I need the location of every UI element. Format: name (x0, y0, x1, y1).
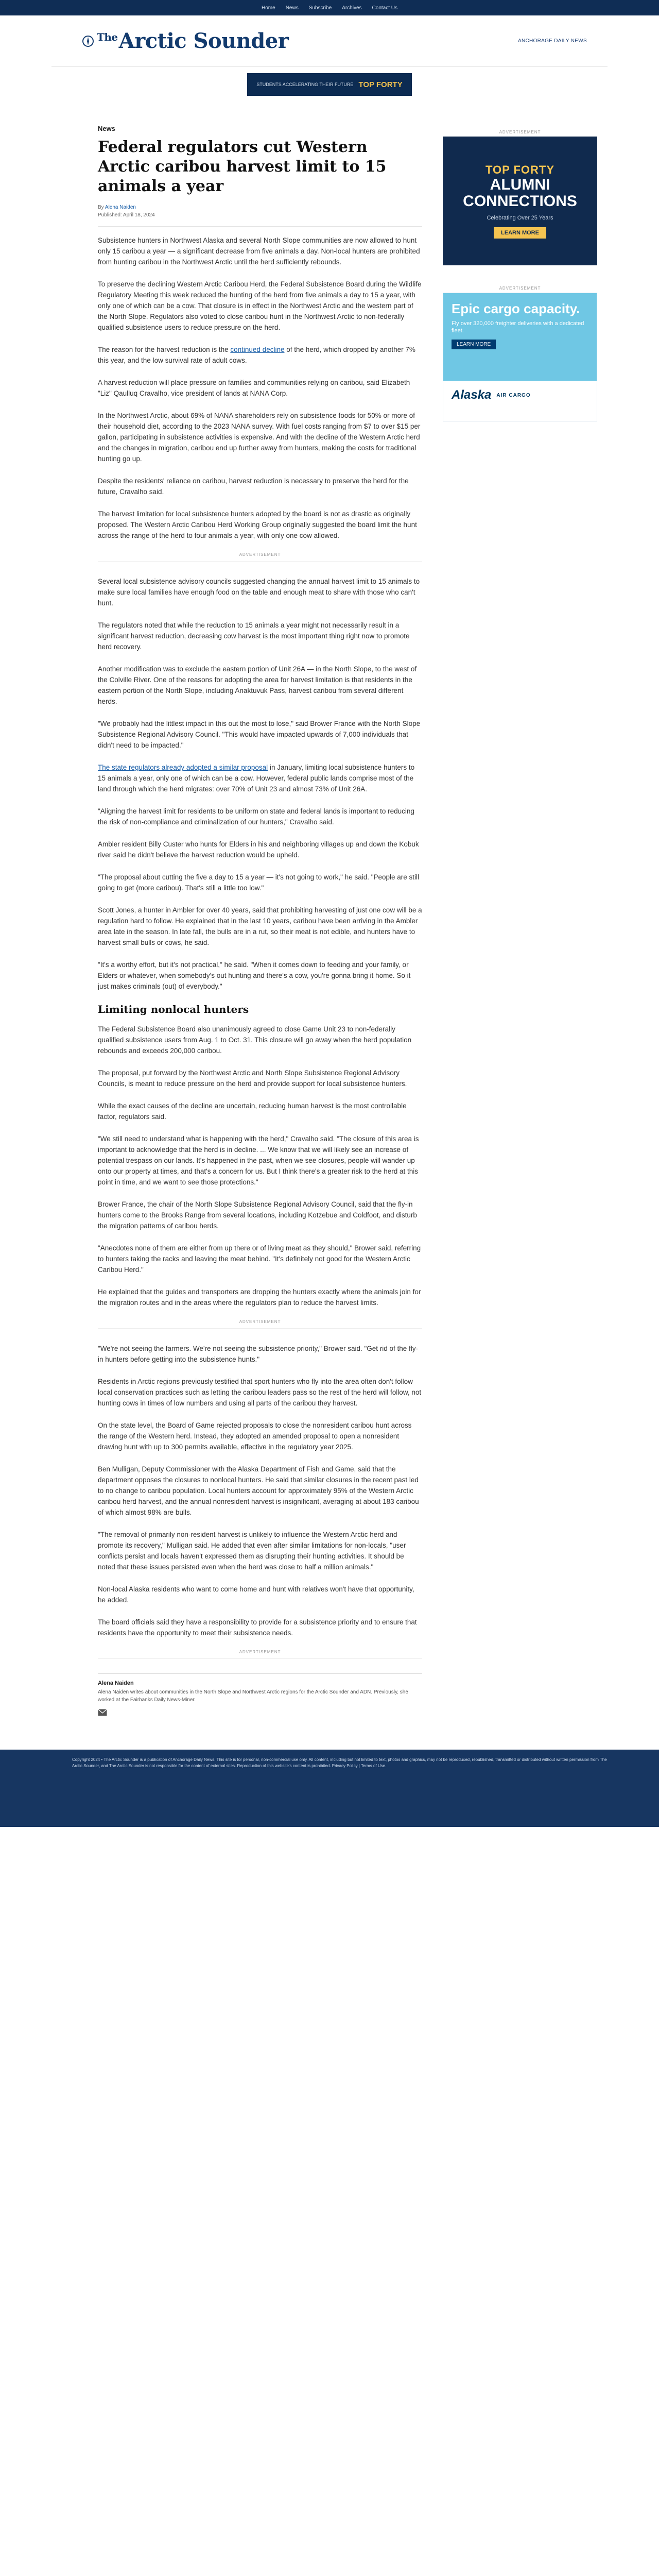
paragraph: Residents in Arctic regions previously testified that sport hunters who fly into the area often don't follow local conservation practices such as letting the caribou leaders pass so the rest of the herd will follow, not hunting cows in times of low numbers and using all parts of the caribou they harvest. (98, 1378, 422, 1407)
inline-link[interactable]: The state regulators already adopted a similar proposal (98, 764, 268, 771)
paragraph: Despite the residents' reliance on caribou, harvest reduction is necessary to preserve the herd for the future, Cravalho said. (98, 477, 409, 496)
top-banner-ad[interactable] (247, 73, 412, 96)
author-name[interactable]: Alena Naiden (98, 1680, 134, 1686)
author-box (98, 1673, 422, 1719)
article-headline: Federal regulators cut Western Arctic caribou harvest limit to 15 animals a year (98, 138, 387, 195)
paragraph: The regulators noted that while the reduction to 15 animals a year might not necessarily result in a significant harvest reduction, decreasing cow harvest is the most important thing right now to promote herd recovery. (98, 621, 410, 651)
paragraph: In the Northwest Arctic, about 69% of NANA shareholders rely on subsistence foods for 50% or more of their household diet, according to the 2023 NANA survey. With fuel costs ranging from $7 to over $15 per gallon, participating in subsistence activities is expensive. And with the decline of the Western Arctic herd and the changes in migration, caribou end up further away from hunters, making the costs for traditional hunting go up. (98, 412, 421, 463)
paragraph: "It's a worthy effort, but it's not practical," he said. "When it comes down to feeding and your family, or Elders or whatever, when somebody's out hunting and there's a cow, you're gonna bring it home. So it just makes criminals (out) of everybody." (98, 961, 411, 990)
paragraph: The harvest limitation for local subsistence hunters adopted by the board is not as drastic as originally proposed. The Western Arctic Caribou Herd Working Group originally suggested the board limit the hunt across the range of the herd to four animals a year, with only one cow allowed. (98, 510, 417, 539)
sidebar-ad-cargo[interactable]: ADVERTISEMENT Epic cargo capacity. Fly over 320,000 freighter deliveries with a dedicated fleet. LEARN MORE Alaska AIR CARGO (443, 286, 597, 421)
mail-icon[interactable] (98, 1709, 107, 1716)
paragraph: Several local subsistence advisory councils suggested changing the annual harvest limit to 15 animals to make sure local families have enough food on the table and enough meat to share with those who can't hunt. (98, 578, 420, 607)
learn-more-button[interactable]: LEARN MORE (452, 340, 496, 349)
nav-archives[interactable]: Archives (342, 5, 362, 11)
masthead (51, 15, 608, 67)
paragraph: The state regulators already adopted a similar proposal in January, limiting local subsistence hunters to 15 animals a year, only one of which can be a cow. However, federal public lands comprise most of the land through which the herd migrates: over 70% of Unit 23 and almost 73% of Unit 26A. (98, 764, 415, 793)
paragraph: "We're not seeing the farmers. We're not seeing the subsistence priority," Brower said. "Get rid of the fly-in hunters before getting into the subsistence hunts." (98, 1345, 419, 1363)
paragraph: Ambler resident Billy Custer who hunts for Elders in his and neighboring villages up and down the Kobuk river said he didn't believe the harvest reduction would be upheld. (98, 840, 419, 859)
nav-subscribe[interactable]: Subscribe (308, 5, 332, 11)
paragraph: Ben Mulligan, Deputy Commissioner with the Alaska Department of Fish and Game, said that the department opposes the closures to nonlocal hunters. He said that similar closures in the recent past led to no change to caribou population. Local hunters account for approximately 95% of the Western Arctic caribou herd harvest, and the annual nonresident harvest is insignificant, averaging at about 183 caribou of which almost 98% are bulls. (98, 1465, 419, 1516)
footer-copyright: Copyright 2024 • The Arctic Sounder is a publication of Anchorage Daily News. This site is for personal, non-commercial use only. All content, including but not limited to text, photos and graphics, may not be reproduced, republished, transmitted or distributed without written permission from The Arctic Sounder, and The Arctic Sounder is not responsible for the content of external sites. Reproduction of this website's content is prohibited. Privacy Policy | Terms of Use. (72, 1757, 607, 1768)
site-logo[interactable] (51, 29, 288, 53)
paragraph: "Anecdotes none of them are either from up there or of living meat as they should," Brower said, referring to hunters taking the racks and leaving the meat behind. "It's definitely not good for the Western Arctic Caribou Herd." (98, 1244, 421, 1274)
paragraph: Subsistence hunters in Northwest Alaska and several North Slope communities are now allowed to hunt only 15 caribou a year — a significant decrease from five animals a day. Non-local hunters are prohibited from hunting caribou in the Northwest Arctic until the herd sufficiently rebounds. (98, 236, 420, 266)
paragraph: Non-local Alaska residents who want to come home and hunt with relatives won't have that opportunity, he added. (98, 1585, 414, 1604)
paragraph: Brower France, the chair of the North Slope Subsistence Regional Advisory Council, said that the fly-in hunters come to the Brooks Range from several locations, including Kotzebue and Coldfoot, and disturb the migration patterns of caribou herds. (98, 1200, 417, 1230)
top-banner-wrap (0, 67, 659, 106)
paragraph: Another modification was to exclude the eastern portion of Unit 26A — in the North Slope, to the west of the Colville River. One of the reasons for adopting the area for harvest limitation is that residents in the eastern portion of the North Slope, including Anaktuvuk Pass, harvest caribou from several different herds. (98, 665, 417, 705)
byline: By Alena Naiden Published: April 18, 2024 (98, 205, 155, 218)
section-kicker[interactable]: News (98, 125, 115, 132)
author-bio: Alena Naiden writes about communities in the North Slope and Northwest Arctic regions for the Arctic Sounder and ADN. Previously, she worked at the Fairbanks Daily News-Miner. (98, 1689, 408, 1703)
top-bar (0, 0, 659, 15)
sidebar-ad-alumni[interactable]: ADVERTISEMENT TOP FORTY ALUMNI CONNECTIONS Celebrating Over 25 Years LEARN MORE (443, 130, 597, 265)
paragraph: "We still need to understand what is happening with the herd," Cravalho said. "The closure of this area is important to acknowledge that the herd is in decline. ... We know that we will likely see an increase of potential trespass on our lands. It's happened in the past, when we see closures, people will wander up onto our property at times, and that's a concern for us. But I think there's a greater risk to the herd at this point in time, and we want to see those protections." (98, 1135, 419, 1186)
banner-title: TOP FORTY (358, 80, 403, 89)
paragraph: On the state level, the Board of Game rejected proposals to close the nonresident caribou hunt across the range of the Western herd. Instead, they adopted an amended proposal to open a nonresident drawing hunt with up to 300 permits available, effective in the regulatory year 2025. (98, 1421, 412, 1451)
inline-link[interactable]: continued decline (230, 346, 285, 353)
inline-ad-slot: ADVERTISEMENT (98, 1650, 422, 1659)
partner-link[interactable]: ANCHORAGE DAILY NEWS (518, 38, 587, 44)
paragraph: Scott Jones, a hunter in Ambler for over 40 years, said that prohibiting harvesting of just one cow will be a regulation hard to follow. He explained that in the last 10 years, caribou have been arriving in the Ambler area late in the season. In late fall, the bulls are in a rut, so their meat is not edible, and hunters have to harvest small bulls or cows, he said. (98, 906, 422, 946)
paragraph: "The proposal about cutting the five a day to 15 a year — it's not going to work," he said. "People are still going to get (more caribou). That's still a little too low." (98, 873, 420, 892)
paragraph: He explained that the guides and transporters are dropping the hunters exactly where the animals join for the migration routes and in the areas where the regulators plan to reduce the harvest limits. (98, 1288, 421, 1307)
paragraph: "We probably had the littlest impact in this out the most to lose," said Brower France with the North Slope Subsistence Regional Advisory Council. "This would have impacted upwards of 7,000 individuals that didn't need to be impacted." (98, 720, 421, 749)
paragraph: The reason for the harvest reduction is the continued decline of the herd, which dropped by another 7% this year, and the low survival rate of adult cows. (98, 346, 415, 364)
section-subhead: Limiting nonlocal hunters (98, 1003, 249, 1015)
article (98, 125, 422, 1719)
paragraph: The board officials said they have a responsibility to provide for a subsistence priority and to ensure that residents have the opportunity to meet their subsistence needs. (98, 1618, 417, 1637)
inline-ad-slot: ADVERTISEMENT (98, 1319, 422, 1329)
site-footer (0, 1750, 659, 1827)
paragraph: The Federal Subsistence Board also unanimously agreed to close Game Unit 23 to non-federally qualified subsistence users from Aug. 1 to Oct. 31. This closure will go away when the herd population rebounds and exceeds 200,000 caribou. (98, 1025, 412, 1055)
inline-ad-slot: ADVERTISEMENT (98, 552, 422, 562)
paragraph: "Aligning the harvest limit for residents to be uniform on state and federal lands is important to reducing the risk of non-compliance and criminalization of our hunters," Cravalho said. (98, 807, 414, 826)
paragraph: To preserve the declining Western Arctic Caribou Herd, the Federal Subsistence Board during the Wildlife Regulatory Meeting this week reduced the hunting of the herd from five animals a day to 15 a year, with only one of which can be a cow. That closure is in effect in the Northwest Arctic and the western part of the North Slope. Regulators also voted to close caribou hunt in the Northwest Arctic to non-federally qualified subsistence users to reduce pressure on the herd. (98, 280, 422, 331)
learn-more-button[interactable]: LEARN MORE (494, 227, 546, 239)
top-nav (262, 5, 397, 11)
banner-text: STUDENTS ACCELERATING THEIR FUTURE (256, 81, 354, 87)
nav-contact[interactable]: Contact Us (372, 5, 397, 11)
divider (98, 226, 422, 227)
paragraph: "The removal of primarily non-resident harvest is unlikely to influence the Western Arctic herd and promote its recovery," Mulligan said. He added that even after similar limitations for non-locals, "user conflicts persist and locals haven't expressed them as disrupting their hunting activities. It should be noted that these issues persisted even when the herd was close to half a million animals." (98, 1531, 406, 1571)
publish-date: Published: April 18, 2024 (98, 212, 155, 218)
compass-icon (82, 36, 94, 47)
alaska-logo: Alaska (452, 388, 492, 402)
page-layout (51, 106, 608, 1719)
logo-wordmark: $^{The}$Arctic Sounder (97, 29, 289, 53)
nav-home[interactable]: Home (262, 5, 275, 11)
paragraph: While the exact causes of the decline are uncertain, reducing human harvest is the most controllable factor, regulators said. (98, 1102, 407, 1121)
paragraph: A harvest reduction will place pressure on families and communities relying on caribou, said Elizabeth "Liz" Qaulluq Cravalho, vice president of lands at NANA Corp. (98, 379, 410, 397)
paragraph: The proposal, put forward by the Northwest Arctic and North Slope Subsistence Regional Advisory Councils, is meant to reduce pressure on the herd and provide support for local subsistence hunters. (98, 1069, 407, 1088)
nav-news[interactable]: News (285, 5, 299, 11)
author-link[interactable]: Alena Naiden (105, 205, 136, 210)
sidebar (443, 125, 597, 1719)
